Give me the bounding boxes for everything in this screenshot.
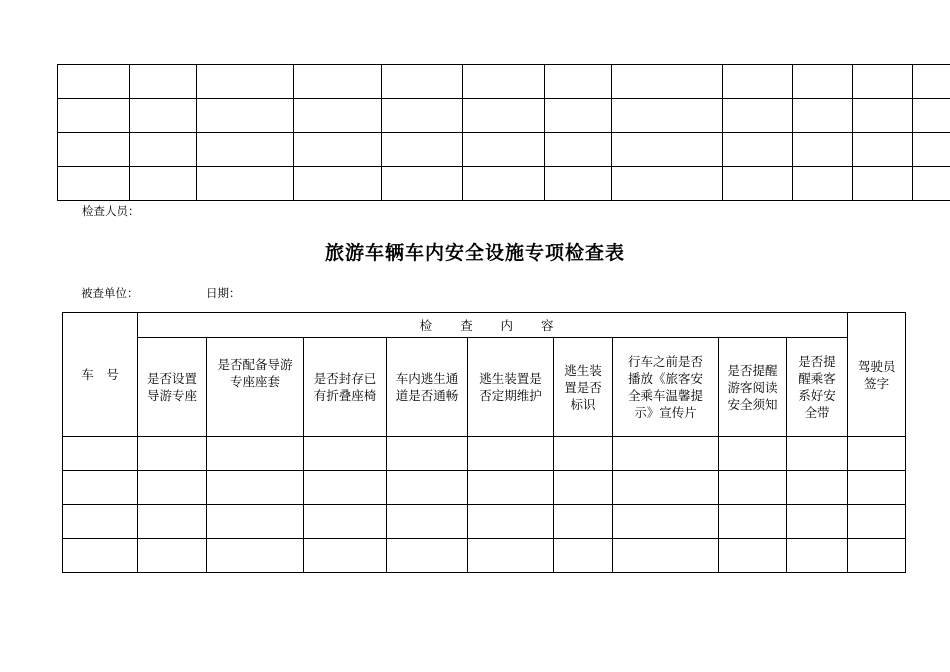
table-row [58, 167, 950, 201]
table-row [63, 505, 906, 539]
header-plate-number: 车 号 [63, 313, 138, 437]
header-check-item: 行车之前是否播放《旅客安全乘车温馨提示》宣传片 [613, 338, 719, 437]
table-row [58, 133, 950, 167]
inspected-unit-label: 被查单位： [81, 286, 139, 300]
table-row [58, 65, 950, 99]
header-check-item: 是否提醒游客阅读安全须知 [719, 338, 787, 437]
page-title: 旅游车辆车内安全设施专项检查表 [324, 242, 625, 264]
header-check-item: 是否设置导游专座 [138, 338, 207, 437]
header-check-item: 是否提醒乘客系好安全带 [787, 338, 848, 437]
header-check-item: 逃生装置是否标识 [554, 338, 613, 437]
inspector-label: 检查人员： [82, 204, 140, 218]
header-driver-signature: 驾驶员签字 [848, 313, 906, 437]
table-row [58, 99, 950, 133]
table-row [63, 539, 906, 573]
table-row [63, 471, 906, 505]
header-check-item: 是否配备导游专座座套 [207, 338, 304, 437]
inspection-table [62, 312, 906, 573]
date-label: 日期： [206, 286, 241, 300]
header-check-item: 逃生装置是否定期维护 [468, 338, 554, 437]
header-check-item: 是否封存已有折叠座椅 [304, 338, 387, 437]
top-record-table [57, 64, 950, 201]
table-row [63, 437, 906, 471]
header-check-content: 检 查 内 容 [138, 313, 848, 338]
header-check-item: 车内逃生通道是否通畅 [387, 338, 468, 437]
